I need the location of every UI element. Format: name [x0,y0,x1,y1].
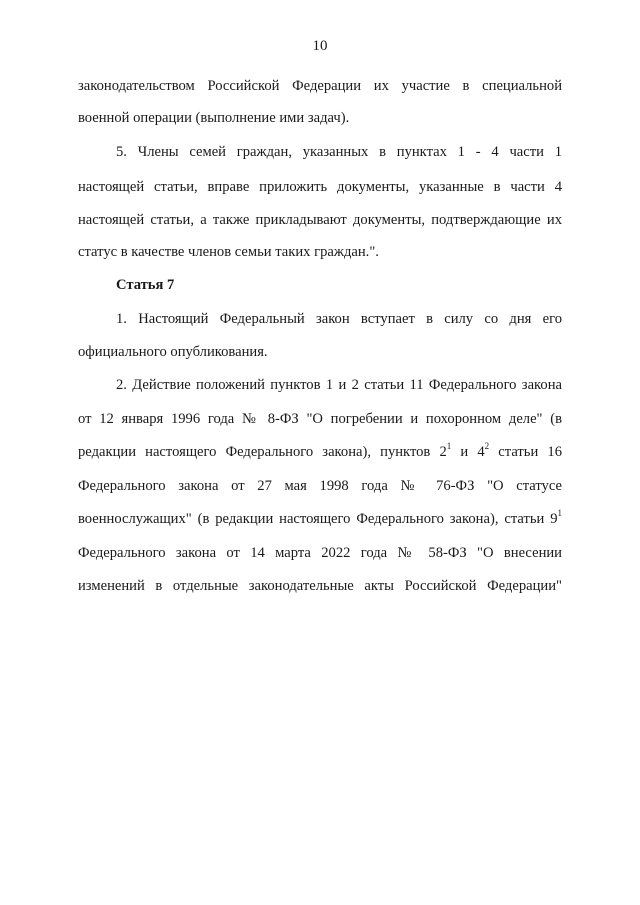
text-line: официального опубликования. [78,344,268,360]
text-line: законодательством Российской Федерации их участие в специальной [78,78,562,94]
text-segment: статьи 16 [489,444,562,460]
text-line: 5. Члены семей граждан, указанных в пунктах 1 - 4 части 1 [116,144,562,160]
superscript: 2 [484,441,490,451]
text-line: от 12 января 1996 года № 8-ФЗ "О погребении и похоронном деле" (в [78,411,562,427]
text-line [78,509,562,529]
text-line: военной операции (выполнение ими задач). [78,110,350,126]
text-segment: и 4 [451,444,485,460]
text-line: 2. Действие положений пунктов 1 и 2 статьи 11 Федерального закона [116,377,562,393]
text-line: 1. Настоящий Федеральный закон вступает в силу со дня его [116,311,562,327]
text-line: настоящей статьи, а также прикладывают документы, подтверждающие их [78,212,562,228]
text-segment: редакции настоящего Федерального закона), пунктов 2 [78,444,447,460]
page-number: 10 [312,38,328,54]
text-line: Федерального закона от 27 мая 1998 года № 76-ФЗ "О статусе [78,478,562,494]
text-line: изменений в отдельные законодательные акты Российской Федерации" [78,578,562,594]
article-heading: Статья 7 [116,277,175,293]
text-line: статус в качестве членов семьи таких граждан.". [78,244,379,260]
superscript: 1 [446,441,452,451]
text-segment: военнослужащих" (в редакции настоящего Федерального закона), статьи 9 [78,511,558,527]
text-line: Федерального закона от 14 марта 2022 года № 58-ФЗ "О внесении [78,545,562,561]
text-line [78,442,562,462]
superscript: 1 [557,508,562,518]
text-line: настоящей статьи, вправе приложить документы, указанные в части 4 [78,179,562,195]
